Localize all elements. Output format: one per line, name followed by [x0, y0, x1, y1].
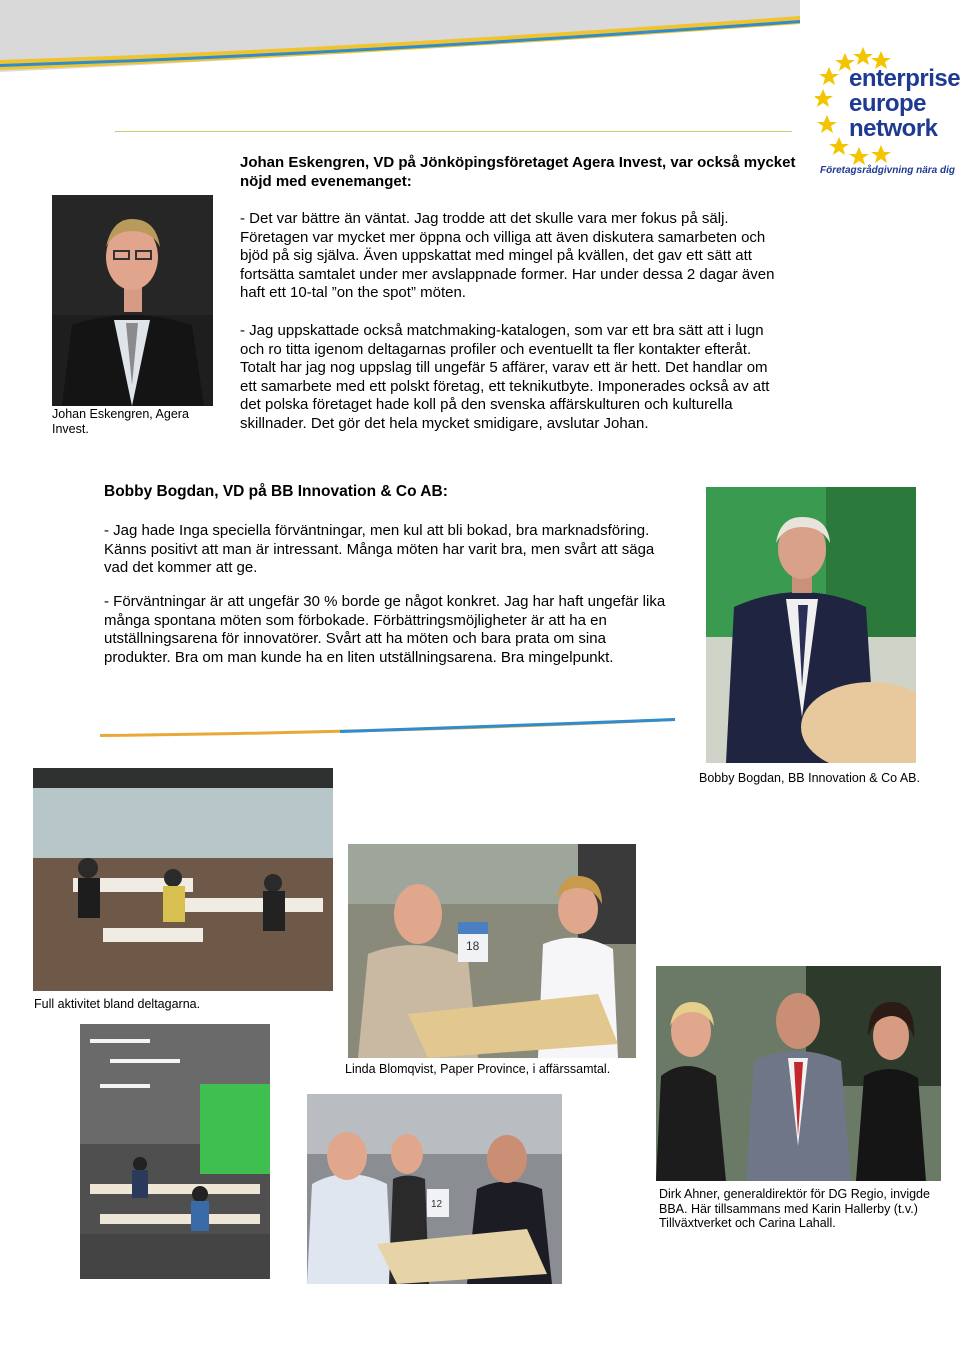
johan-photo-caption: Johan Eskengren, Agera Invest.: [52, 407, 189, 436]
linda-blomqvist-photo: [348, 844, 636, 1058]
dirk-ahner-photo: [656, 966, 941, 1181]
section1-heading: Johan Eskengren, VD på Jönköpingsföretaget Agera Invest, var också mycket nöjd med evenemanget:: [240, 154, 796, 190]
bobby-bogdan-photo: [706, 487, 916, 763]
section1-paragraph-2: - Jag uppskattade också matchmaking-katalogen, som var ett bra sätt att i lugn och ro titta igenom deltagarnas profiler och eventuellt ta fler kontakter efteråt. Totalt har jag nog uppslag till ungefär 5 affärer, varav ett är hett. Det handlar om ett samarbete med ett polskt företag, ett teknikutbyte. Imponerades också av att det polska företaget hade koll på den svenska affärskulturen och kulturella skillnader. Det gör det hela mycket smidigare, avslutar Johan.: [240, 322, 770, 432]
activity-photo: [33, 768, 333, 991]
linda-table-number: 18: [466, 939, 480, 953]
conference-room-photo: [80, 1024, 270, 1279]
johan-eskengren-photo: [52, 195, 213, 406]
logo-word-enterprise: enterprise: [849, 65, 960, 92]
dirk-photo-caption: Dirk Ahner, generaldirektör för DG Regio, invigde BBA. Här tillsammans med Karin Hallerby (t.v.) Tillväxtverket och Carina Lahall.: [659, 1187, 930, 1230]
enterprise-europe-network-logo: [815, 45, 960, 185]
section1-paragraph-1: - Det var bättre än väntat. Jag trodde att det skulle vara mer fokus på sälj. Företagen var mycket mer öppna och villiga att även diskutera samarbeten och bjöd på sig själva. Även uppskattat med mingel på kvällen, det gav ett sätt att fortsätta samtalet under mer avslappnade former. Har under dessa 2 dagar även haft ett 10-tal ”on the spot” möten.: [240, 210, 775, 301]
linda-photo-caption: Linda Blomqvist, Paper Province, i affärssamtal.: [345, 1062, 611, 1076]
section2-paragraph-1: - Jag hade Inga speciella förväntningar, men kul att bli bokad, bra marknadsföring. Känns positivt att man är intressant. Många möten har varit bra, men svårt att säga vad det kommer att ge.: [104, 522, 655, 576]
activity-photo-caption: Full aktivitet bland deltagarna.: [34, 997, 201, 1011]
meeting-photo: [307, 1094, 562, 1284]
mid-swoosh: [100, 712, 680, 742]
meeting-table-number: 12: [431, 1199, 443, 1210]
logo-word-europe: europe: [849, 90, 927, 117]
top-divider: [115, 131, 792, 132]
section2-heading: Bobby Bogdan, VD på BB Innovation & Co AB:: [104, 483, 448, 500]
header-swoosh: [0, 0, 800, 90]
bobby-photo-caption: Bobby Bogdan, BB Innovation & Co AB.: [699, 771, 920, 785]
logo-word-network: network: [849, 115, 938, 142]
section2-paragraph-2: - Förväntningar är att ungefär 30 % borde ge något konkret. Jag har haft ungefär lika många spontana möten som förbokade. Förbättringsmöjligheter är att ha en utställningsarena för innovatörer. Svårt att ha möten och bara prata om sina produkter. Bra om man kunde ha en liten utställningsarena. Bra mingelpunkt.: [104, 593, 666, 666]
logo-tagline: Företagsrådgivning nära dig: [820, 165, 956, 176]
